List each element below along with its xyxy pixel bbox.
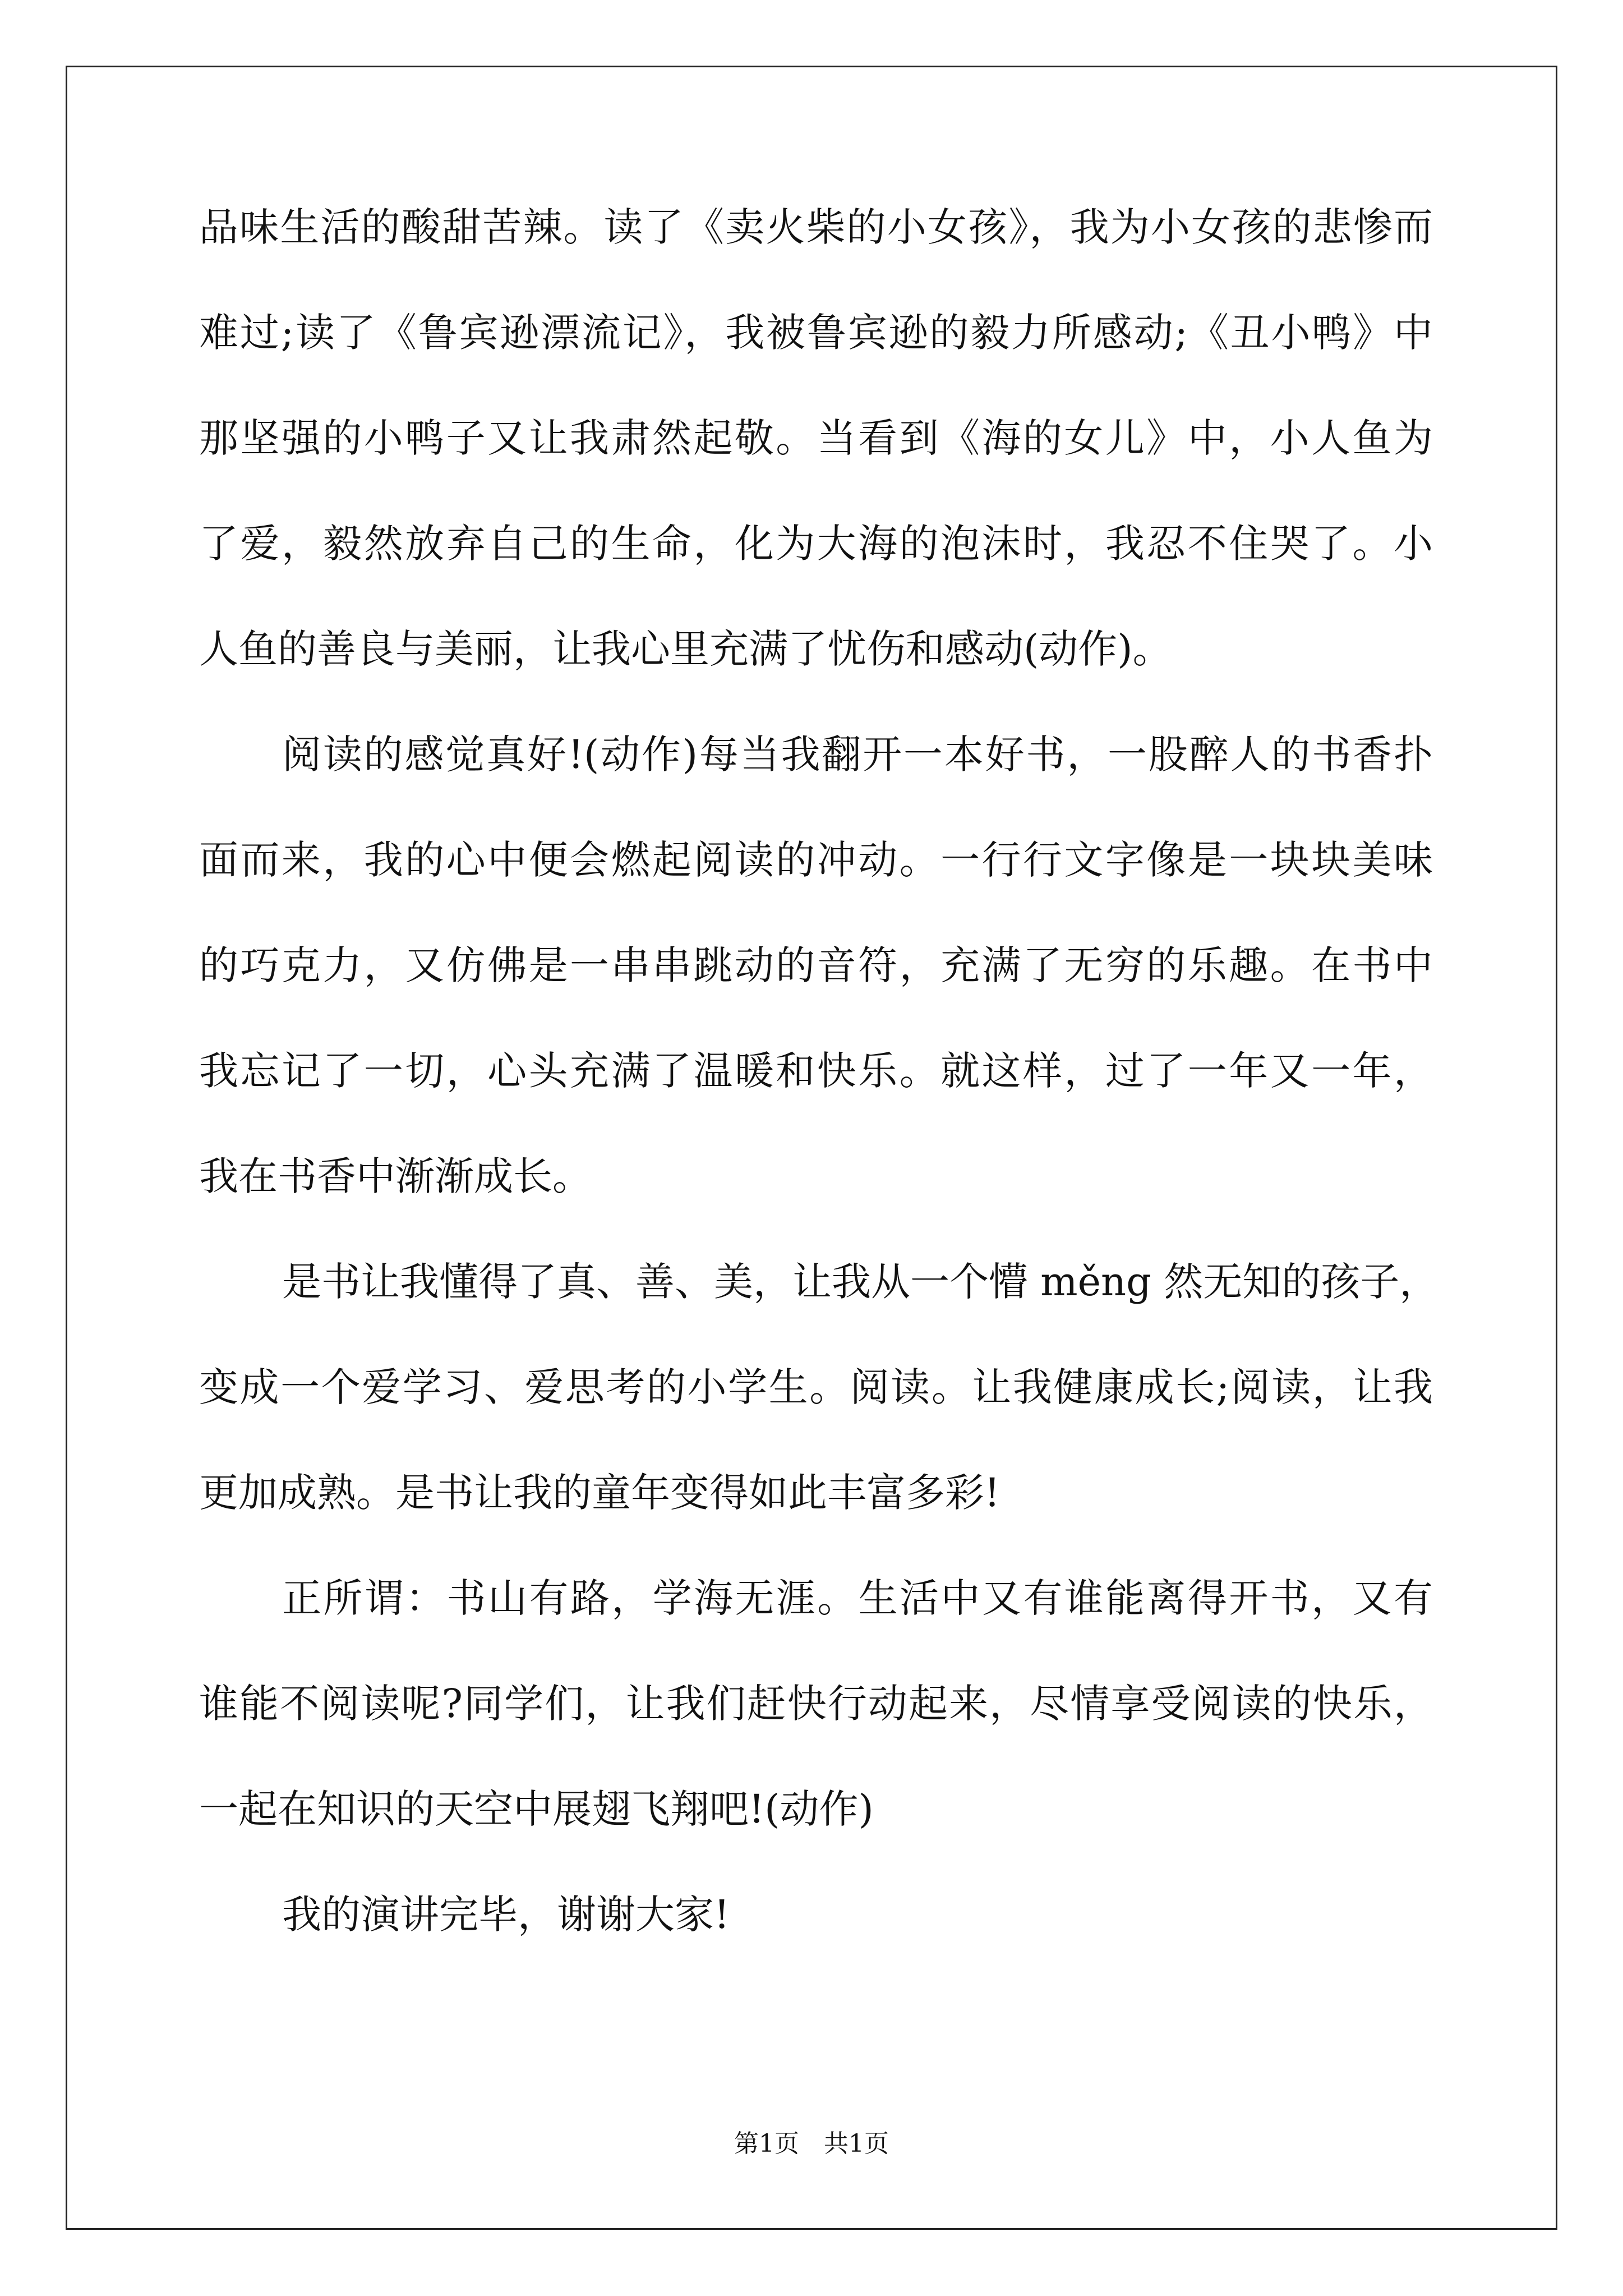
text-line: 一起在知识的天空中展翅飞翔吧!(动作)	[199, 1786, 874, 1832]
text-line: 更加成熟。是书让我的童年变得如此丰富多彩!	[199, 1470, 1000, 1516]
text-line: 那坚强的小鸭子又让我肃然起敬。当看到《海的女儿》中，小人鱼为	[199, 415, 1433, 461]
document-body	[199, 204, 1439, 2000]
text-line: 我忘记了一切，心头充满了温暖和快乐。就这样，过了一年又一年，	[199, 1048, 1433, 1094]
text-line: 品味生活的酸甜苦辣。读了《卖火柴的小女孩》，我为小女孩的悲惨而	[199, 204, 1433, 250]
text-line: 人鱼的善良与美丽，让我心里充满了忧伤和感动(动作)。	[199, 626, 1172, 672]
text-line: 我在书香中渐渐成长。	[199, 1153, 592, 1199]
text-line: 难过;读了《鲁宾逊漂流记》，我被鲁宾逊的毅力所感动;《丑小鸭》中	[199, 310, 1433, 356]
text-line: 我的演讲完毕，谢谢大家!	[282, 1892, 730, 1938]
text-line: 的巧克力，又仿佛是一串串跳动的音符，充满了无穷的乐趣。在书中	[199, 942, 1433, 988]
text-line: 是书让我懂得了真、善、美，让我从一个懵 měng 然无知的孩子，	[282, 1259, 1439, 1305]
text-line: 阅读的感觉真好!(动作)每当我翻开一本好书，一股醉人的书香扑	[282, 731, 1433, 777]
page-number: 第1页 共1页	[734, 2129, 889, 2158]
text-line: 了爱，毅然放弃自己的生命，化为大海的泡沫时，我忍不住哭了。小	[199, 521, 1433, 567]
text-line: 面而来，我的心中便会燃起阅读的冲动。一行行文字像是一块块美味	[199, 837, 1433, 883]
text-line: 变成一个爱学习、爱思考的小学生。阅读。让我健康成长;阅读，让我	[199, 1364, 1433, 1410]
text-line: 谁能不阅读呢?同学们，让我们赶快行动起来，尽情享受阅读的快乐，	[199, 1681, 1433, 1727]
text-line: 正所谓：书山有路，学海无涯。生活中又有谁能离得开书，又有	[282, 1575, 1433, 1621]
